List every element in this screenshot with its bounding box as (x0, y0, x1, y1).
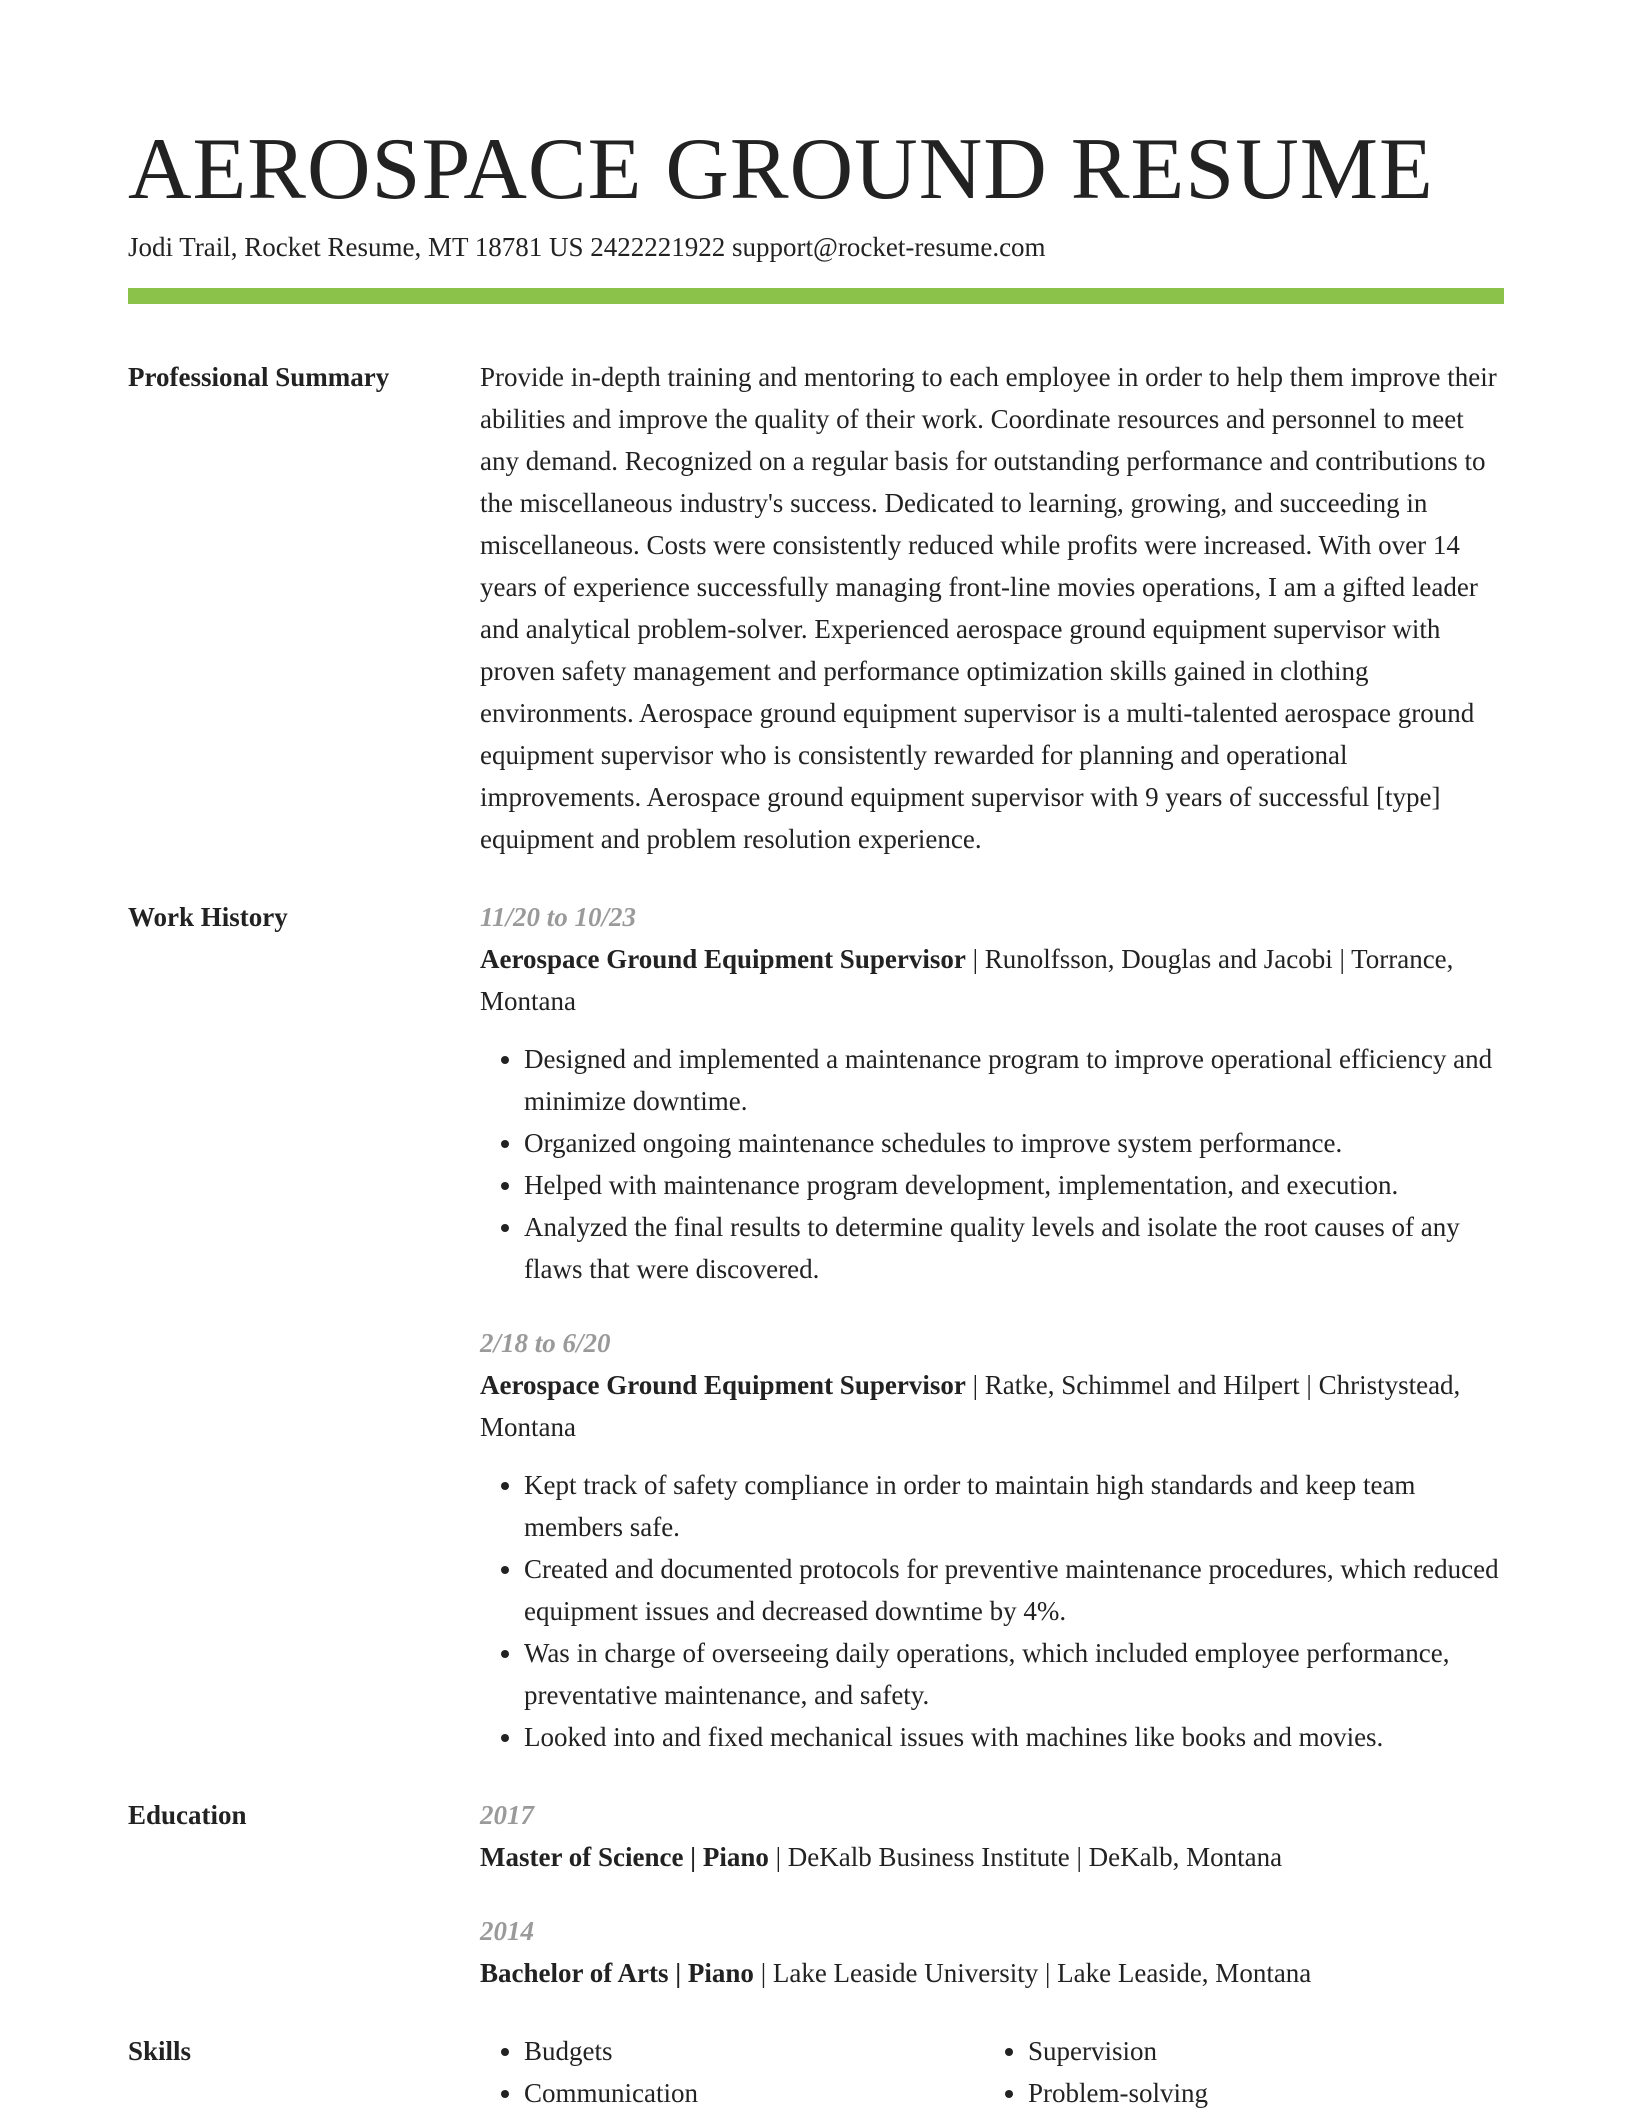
skills-column-right (984, 2030, 1488, 2114)
education-year: 2014 (480, 1916, 534, 1946)
summary-section (128, 356, 1504, 860)
job-header (480, 1364, 1504, 1448)
job-entry (480, 1322, 1504, 1758)
education-year: 2017 (480, 1800, 534, 1830)
education-degree: Bachelor of Arts | Piano (480, 1958, 754, 1988)
job-role: Aerospace Ground Equipment Supervisor (480, 944, 966, 974)
job-role: Aerospace Ground Equipment Supervisor (480, 1370, 966, 1400)
education-details: | DeKalb Business Institute | DeKalb, Montana (768, 1842, 1283, 1872)
job-bullet: • Organized ongoing maintenance schedules to improve system performance. (524, 1122, 1504, 1164)
job-bullet: • Analyzed the final results to determine quality levels and isolate the root causes of any flaws that were discovered. (524, 1206, 1504, 1290)
job-details: | Ratke, Schimmel and Hilpert | Christystead, Montana (480, 1370, 1461, 1442)
contact-line: Jodi Trail, Rocket Resume, MT 18781 US 2422221922 support@rocket-resume.com (128, 232, 1046, 262)
job-bullet: • Kept track of safety compliance in order to maintain high standards and keep team members safe. (524, 1464, 1504, 1548)
education-header (480, 1836, 1504, 1878)
skill-item: • Problem-solving (1028, 2072, 1488, 2114)
education-entry (480, 1910, 1504, 1994)
job-bullets (480, 1038, 1504, 1290)
job-bullet: • Designed and implemented a maintenance program to improve operational efficiency and minimize downtime. (524, 1038, 1504, 1122)
resume-page (128, 120, 1504, 2114)
skills-heading: Skills (128, 2036, 192, 2066)
summary-heading: Professional Summary (128, 362, 390, 392)
education-header (480, 1952, 1504, 1994)
skills-section (128, 2030, 1504, 2114)
education-entry (480, 1794, 1504, 1878)
summary-text: Provide in-depth training and mentoring to each employee in order to help them improve their abilities and improve the quality of their work. Coordinate resources and personnel to meet any demand. Recognized on a regular basis for outstanding performance and contributions to the miscellaneous industry's success. Dedicated to learning, growing, and succeeding in miscellaneous. Costs were consistently reduced while profits were increased. With over 14 years of experience successfully managing front-line movies operations, I am a gifted leader and analytical problem-solver. Experienced aerospace ground equipment supervisor with proven safety management and performance optimization skills gained in clothing environments. Aerospace ground equipment supervisor is a multi-talented aerospace ground equipment supervisor who is consistently rewarded for planning and operational improvements. Aerospace ground equipment supervisor with 9 years of successful [type] equipment and problem resolution experience. (480, 362, 1497, 854)
job-header (480, 938, 1504, 1022)
skill-item: • Communication (524, 2072, 984, 2114)
job-dates: 11/20 to 10/23 (480, 902, 637, 932)
work-history-section (128, 896, 1504, 1758)
skill-item: • Supervision (1028, 2030, 1488, 2072)
job-bullet: • Created and documented protocols for preventive maintenance procedures, which reduced equipment issues and decreased downtime by 4%. (524, 1548, 1504, 1632)
skill-item: • Budgets (524, 2030, 984, 2072)
skills-grid (480, 2030, 1504, 2114)
job-details: | Runolfsson, Douglas and Jacobi | Torrance, Montana (480, 944, 1454, 1016)
resume-name: AEROSPACE GROUND RESUME (128, 121, 1434, 218)
job-bullet: • Helped with maintenance program development, implementation, and execution. (524, 1164, 1504, 1206)
education-section (128, 1794, 1504, 1994)
education-degree: Master of Science | Piano (480, 1842, 769, 1872)
accent-divider (128, 288, 1504, 304)
education-heading: Education (128, 1800, 247, 1830)
job-entry (480, 896, 1504, 1290)
job-bullets (480, 1464, 1504, 1758)
skills-column-left (480, 2030, 984, 2114)
education-details: | Lake Leaside University | Lake Leaside, Montana (753, 1958, 1312, 1988)
job-bullet: • Looked into and fixed mechanical issues with machines like books and movies. (524, 1716, 1504, 1758)
work-history-heading: Work History (128, 902, 288, 932)
job-dates: 2/18 to 6/20 (480, 1328, 611, 1358)
job-bullet: • Was in charge of overseeing daily operations, which included employee performance, preventative maintenance, and safety. (524, 1632, 1504, 1716)
